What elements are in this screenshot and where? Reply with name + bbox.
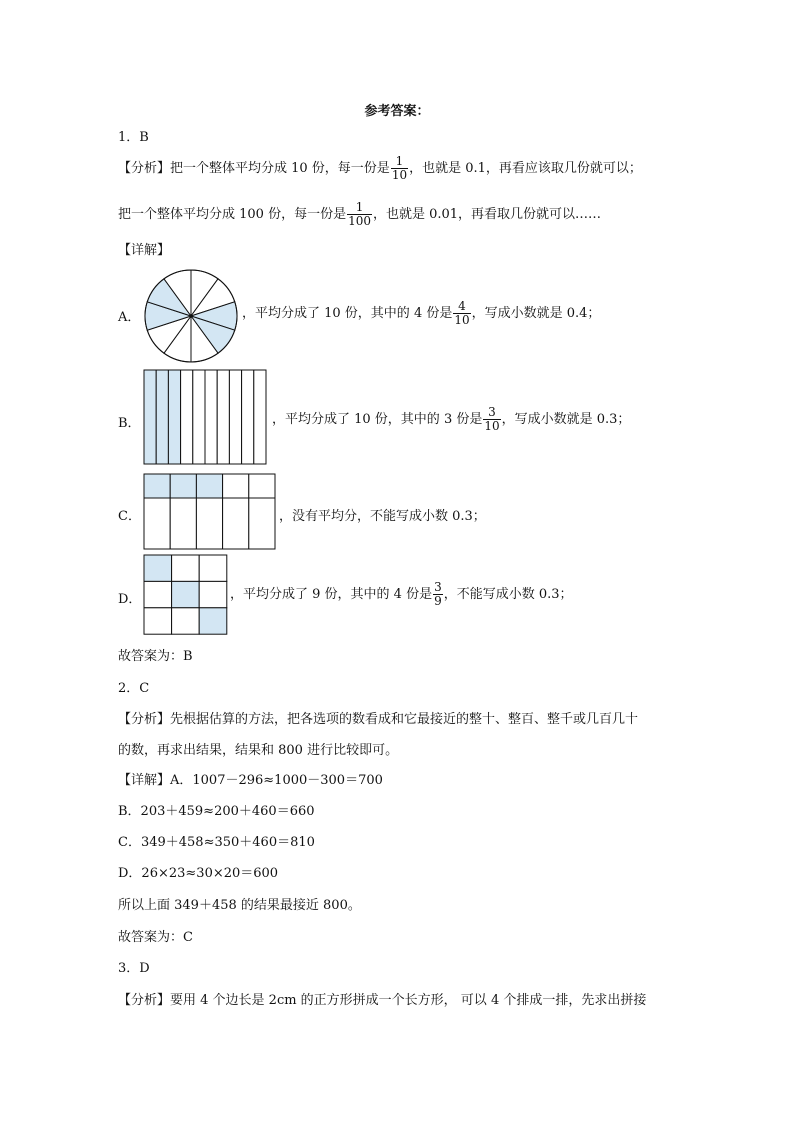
q3-analysis: 【分析】要用 4 个边长是 2cm 的正方形拼成一个长方形， 可以 4 个排成一排，先求出拼接 (118, 993, 647, 1008)
q1-optA-b: ，写成小数就是 0.4； (471, 306, 601, 321)
strip-part (229, 370, 241, 464)
strip-part (181, 370, 193, 464)
strip-part (205, 370, 217, 464)
q1-optB-fraction: $\frac{3}{10}$ (484, 405, 500, 433)
strip-part (144, 370, 156, 464)
q2-conclusion: 所以上面 349＋458 的结果最接近 800。 (118, 898, 361, 913)
q2-line-d: D．26×23≈30×20＝600 (118, 866, 279, 881)
q1-optB-text (272, 406, 630, 433)
unequal-grid-figure (143, 473, 277, 551)
q1-optC-label: C． (118, 509, 141, 524)
three-by-three-grid-figure (143, 554, 229, 636)
q2-number: 2．C (118, 681, 150, 696)
grid-c-top-cell (196, 474, 222, 498)
q1-optB-label: B． (118, 416, 141, 431)
strip-part (217, 370, 229, 464)
q1-analysis1-a: 【分析】把一个整体平均分成 10 份，每一份是 (118, 161, 390, 176)
grid-d-cell (172, 581, 200, 607)
grid-d-cell (144, 555, 172, 581)
strip-part (242, 370, 254, 464)
grid-d-cell (199, 608, 227, 634)
grid-c-top-cell (249, 474, 275, 498)
q2-line-b: B．203＋459≈200＋460＝660 (118, 804, 315, 819)
grid-c-bottom-cell (196, 498, 222, 549)
q1-optD-label: D． (118, 592, 142, 607)
grid-d-cell (172, 555, 200, 581)
grid-d-cell (172, 608, 200, 634)
q1-answer: 故答案为：B (118, 649, 193, 664)
q1-optD-text (230, 581, 573, 608)
grid-c-bottom-cell (144, 498, 170, 549)
q2-detail: 【详解】A．1007－296≈1000－300＝700 (118, 773, 383, 788)
grid-c-top-cell (170, 474, 196, 498)
strip-part (193, 370, 205, 464)
q1-analysis1-fraction: $\frac{1}{10}$ (391, 154, 408, 182)
grid-c-bottom-cell (170, 498, 196, 549)
strip-part (254, 370, 266, 464)
grid-c-top-cell (144, 474, 170, 498)
q1-optD-a: ，平均分成了 9 份，其中的 4 份是 (230, 587, 433, 602)
q1-number: 1．B (118, 130, 149, 145)
grid-d-cell (199, 555, 227, 581)
q1-optA-a: ，平均分成了 10 份，其中的 4 份是 (242, 306, 453, 321)
q1-optB-b: ，写成小数就是 0.3； (501, 412, 631, 427)
grid-d-cell (144, 608, 172, 634)
q3-number: 3．D (118, 961, 150, 976)
q1-optB-a: ，平均分成了 10 份，其中的 3 份是 (272, 412, 483, 427)
q2-line-c: C．349＋458≈350＋460＝810 (118, 835, 315, 850)
q1-analysis-line1 (118, 155, 642, 182)
grid-c-top-cell (223, 474, 249, 498)
q2-analysis-line1: 【分析】先根据估算的方法，把各选项的数看成和它最接近的整十、整百、整千或几百几十 (118, 712, 639, 727)
q1-detail-heading: 【详解】 (118, 243, 171, 258)
q2-answer: 故答案为：C (118, 930, 193, 945)
grid-d-cell (199, 581, 227, 607)
strip-part (168, 370, 180, 464)
strip-part (156, 370, 168, 464)
q1-optA-label: A． (118, 310, 141, 325)
q1-analysis-line2 (118, 201, 601, 228)
q1-optA-text (242, 300, 600, 327)
grid-d-cell (144, 581, 172, 607)
q1-optA-fraction: $\frac{4}{10}$ (454, 299, 470, 327)
pie-figure-10-parts (143, 268, 239, 364)
q1-analysis1-b: ，也就是 0.1，再看应该取几份就可以； (409, 161, 642, 176)
q1-optD-fraction: $\frac{3}{9}$ (434, 580, 442, 608)
grid-c-bottom-cell (249, 498, 275, 549)
grid-c-bottom-cell (223, 498, 249, 549)
q1-optC-text: ，没有平均分，不能写成小数 0.3； (279, 509, 486, 524)
page-title: 参考答案： (364, 104, 430, 119)
q1-analysis2-fraction: $\frac{1}{100}$ (348, 200, 371, 228)
q1-analysis2-b: ，也就是 0.01，再看取几份就可以…… (372, 207, 602, 222)
q1-optD-b: ，不能写成小数 0.3； (443, 587, 573, 602)
q2-analysis-line2: 的数，再求出结果，结果和 800 进行比较即可。 (118, 743, 399, 758)
q1-analysis2-a: 把一个整体平均分成 100 份，每一份是 (118, 207, 347, 222)
strips-figure-10-parts (143, 369, 269, 465)
